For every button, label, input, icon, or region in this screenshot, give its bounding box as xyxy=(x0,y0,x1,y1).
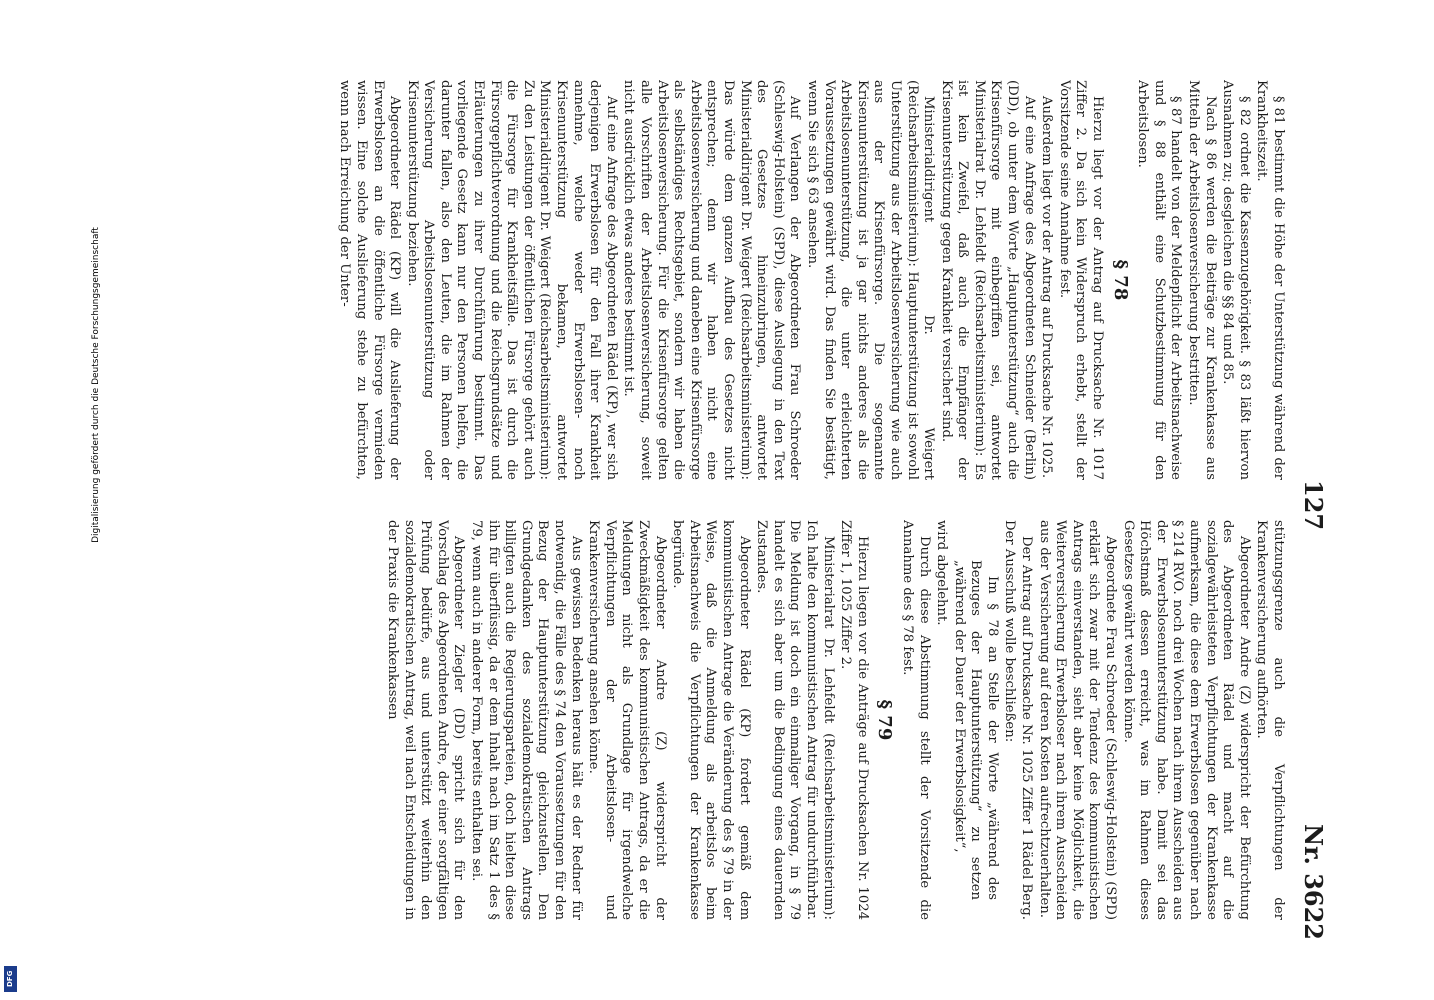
paragraph: Außerdem liegt vor der Antrag auf Drucksache Nr. 1025. xyxy=(1039,96,1055,479)
paragraph: § 87 handelt von der Meldepflicht der Arbeitsnachweise und § 88 enthält eine Schutzbestimmung für den Arbeitslosen. xyxy=(1135,80,1184,480)
left-text-column xyxy=(146,80,1286,480)
paragraph: Ministerialrat Dr. Lehfeldt (Reichsarbeitsministerium): Ich halte den kommunistischen Antrag für undurchführbar. Die Meldung ist doch ein einmaliger Vorgang, in § 79 handelt es sich aber um die Bedingung eines dauernden Zustandes. xyxy=(754,520,836,920)
paragraph: Aus gewissen Bedenken heraus hält es der Redner für notwendig, die Fälle des § 74 den Voraussetzungen für den Bezug der Hauptunterstützung gleichzustellen. Den Grundgedanken des sozialdemokratischen Antrags billigten auch die Regierungsparteien, doch hielten diese ihn für überflüssig, da er dem Inhalt nach im Satz 1 des § 79, wenn auch in anderer Form, bereits enthalten sei. xyxy=(469,520,584,920)
page-header xyxy=(1290,80,1330,940)
paragraph: Abgeordneter Ziegler (DD) spricht sich für den Vorschlag des Abgeordneten Andre, der einer sorgfältigen Prüfung bedürfe, aus und unterstützt weiterhin den sozialdemokratischen Antrag, weil nach Entscheidungen in der Praxis die Krankenkassen xyxy=(385,520,467,920)
section-heading: § 79 xyxy=(874,699,896,741)
right-text-column xyxy=(146,520,1286,920)
quoted-motion: Im § 78 an Stelle der Worte „während des Bezuges der Hauptunterstützung“ zu setzen „während der Dauer der Erwerbslosigkeit“, xyxy=(951,560,1000,900)
page-number: 127 xyxy=(1299,480,1328,531)
paragraph: wird abgelehnt. xyxy=(934,520,950,626)
paragraph: Abgeordneter Rädel (KP) will die Auslieferung der Erwerbslosen an die öffentliche Fürsorge vermieden wissen. Eine solche Auslieferung stehe zu befürchten, wenn nach Erreichung der Unter- xyxy=(337,80,403,480)
paragraph: Abgeordneter Andre (Z) widerspricht der Zweckmäßigkeit des kommunistischen Antrags, da er die Meldungen nicht als Grundlage für irgendwelche Verpflichtungen der Arbeitslosen- und Krankenversicherung ansehen könne. xyxy=(586,520,668,920)
paragraph: § 82 ordnet die Kassenzugehörigkeit. § 83 läßt hiervon Ausnahmen zu; desgleichen die §§ 84 und 85. xyxy=(1220,80,1252,480)
section-heading: § 78 xyxy=(1109,259,1131,301)
paragraph: Hierzu liegt vor der Antrag auf Drucksache Nr. 1017 Ziffer 2. Da sich kein Widerspruch erhebt, stellt der Vorsitzende seine Annahme fest. xyxy=(1056,80,1106,480)
paragraph: Auf eine Anfrage des Abgeordneten Rädel (KP), wer sich derjenigen Erwerbslosen für den Fall ihrer Krankheit annehme, welche weder Erwerbslosen- noch Krisenunterstützung bekamen, antwortet Ministerialdirigent Dr. Weigert (Reichsarbeitsministerium): Zu den Leistungen der öffentlichen Fürsorge gehört auch die Fürsorge für Krankheitsfälle. Das ist durch die Fürsorgepflichtverordnung und die Reichsgrundsätze und Erläuterungen zu ihrer Durchführung bestimmt. Das vorliegende Gesetz kann nur den Personen helfen, die darunter fallen, also den Leuten, die im Rahmen der Versicherung Arbeitslosenunterstützung oder Krisenunterstützung beziehen. xyxy=(404,80,619,480)
dfg-logo: DFG xyxy=(4,966,17,992)
paragraph: Abgeordneter Rädel (KP) fordert gemäß dem kommunistischen Antrage die Veränderung des § 79 in der Weise, daß die Anmeldung als arbeitslos beim Arbeitsnachweis die Verpflichtungen der Krankenkasse begründe. xyxy=(670,520,752,920)
paragraph: Auf Verlangen der Abgeordneten Frau Schroeder (Schleswig-Holstein) (SPD), diese Auslegung in den Text des Gesetzes hineinzubringen, antwortet Ministerialdirigent Dr. Weigert (Reichsarbeitsministerium): Das würde dem ganzen Aufbau des Gesetzes nicht entsprechen; denn wir haben nicht eine Arbeitslosenversicherung und daneben eine Krisenfürsorge als selbständiges Rechtsgebiet, sondern wir haben die Arbeitslosenversicherung. Für die Krisenfürsorge gelten alle Vorschriften der Arbeitslosenversicherung, soweit nicht ausdrücklich etwas anderes bestimmt ist. xyxy=(621,80,803,480)
paragraph: Durch diese Abstimmung stellt der Vorsitzende die Annahme des § 78 fest. xyxy=(899,520,932,920)
paragraph: Auf eine Anfrage des Abgeordneten Schneider (Berlin) (DD), ob unter dem Worte „Hauptunterstützung“ auch die Krisenfürsorge mit einbegriffen sei, antwortet Ministerialrat Dr. Lehfeldt (Reichsarbeitsministerium): Es ist kein Zweifel, daß auch die Empfänger der Krisenunterstützung gegen Krankheit versichert sind. xyxy=(938,80,1037,480)
document-number: Nr. 3622 xyxy=(1299,824,1328,940)
paragraph: Nach § 86 werden die Beiträge zur Krankenkasse aus Mitteln der Arbeitslosenversicherung bestritten. xyxy=(1186,80,1218,480)
paragraph: § 81 bestimmt die Höhe der Unterstützung während der Krankheitszeit. xyxy=(1254,80,1286,480)
paragraph: Ministerialdirigent Dr. Weigert (Reichsarbeitsministerium): Hauptunterstützung ist sowohl Unterstützung aus der Arbeitslosenversicherung wie auch aus der Krisenfürsorge. Die sogenannte Krisenunterstützung ist ja gar nichts anderes als die Arbeitslosenunterstützung, die unter erleichterten Voraussetzungen gewährt wird. Das finden Sie bestätigt, wenn Sie sich § 63 ansehen. xyxy=(804,80,937,480)
paragraph: Der Antrag auf Drucksache Nr. 1025 Ziffer 1 Rädel Berg. Der Ausschuß wolle beschließen: xyxy=(1002,520,1035,920)
paragraph: Abgeordneter Andre (Z) widerspricht der Befürchtung des Abgeordneten Rädel und macht auf die sozialgewährleisteten Verpflichtungen der Krankenkasse aufmerksam, die diese dem Erwerbslosen gegenüber nach § 214 RVO. noch drei Wochen nach ihrem Ausscheiden aus der Erwerbslosenunterstützung habe. Damit sei das Höchstmaß dessen erreicht, was im Rahmen dieses Gesetzes gewährt werden könne. xyxy=(1120,520,1252,920)
paragraph: Abgeordnete Frau Schroeder (Schleswig-Holstein) (SPD) erklärt sich zwar mit der Tendenz des kommunistischen Antrags einverstanden, sieht aber keine Möglichkeit, die Weiterversicherung Erwerbsloser nach ihrem Ausscheiden aus der Versicherung auf deren Kosten aufrechtzuerhalten. xyxy=(1036,520,1119,920)
digitization-note: Digitalisierung gefördert durch die Deutsche Forschungsgemeinschaft xyxy=(90,227,101,543)
paragraph: stützungsgrenze auch die Verpflichtungen der Krankenversicherung aufhörten. xyxy=(1254,520,1286,920)
paragraph: Hierzu liegen vor die Anträge auf Drucksachen Nr. 1024 Ziffer 1, 1025 Ziffer 2. xyxy=(838,520,870,920)
rotated-page-content xyxy=(130,80,1330,940)
